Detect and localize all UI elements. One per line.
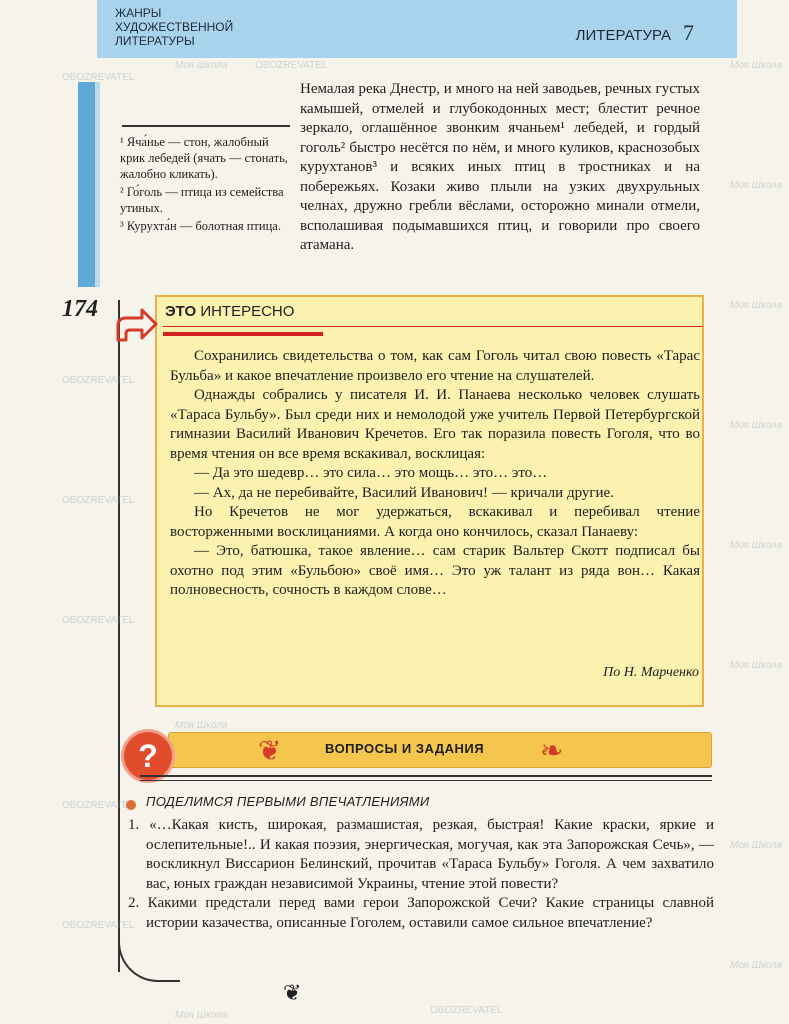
- subject-label: ЛИТЕРАТУРА: [575, 27, 671, 44]
- arrow-icon: [112, 300, 160, 348]
- interesting-paragraph: — Это, батюшка, такое явление… сам старик Вальтер Скотт подписал бы охотно под этим «Бульбою» своё имя… Это уж талант из ряда вон… Какая полновесность, сочность в каждом слове…: [170, 543, 700, 598]
- watermark: Моя Школа: [730, 300, 783, 311]
- footnote-3: ³ Курухта́н — болотная птица.: [120, 219, 281, 233]
- question-mark-icon: ?: [124, 732, 172, 780]
- questions-list: [128, 816, 714, 933]
- interesting-paragraph: — Ах, да не перебивайте, Василий Иванович! — кричали другие.: [194, 484, 614, 501]
- watermark: OBOZREVATEL: [430, 1005, 503, 1016]
- footer-ornament-icon: ❦: [283, 980, 302, 1005]
- section-title: ЖАНРЫ ХУДОЖЕСТВЕННОЙ ЛИТЕРАТУРЫ: [115, 6, 234, 48]
- watermark: Моя Школа: [730, 180, 783, 191]
- interesting-paragraph: — Да это шедевр… это сила… это мощь… это… это…: [194, 465, 548, 481]
- watermark: Моя Школа: [730, 840, 783, 851]
- watermark: OBOZREVATEL: [62, 920, 135, 931]
- left-color-strip-light: [95, 82, 100, 287]
- ornament-right-icon: ❧: [540, 736, 564, 767]
- question-item: 2. Какими предстали перед вами герои Запорожской Сечи? Какие страницы славной истории казачества, описанные Гоголем, оставили самое сильное впечатление?: [128, 895, 714, 931]
- interesting-paragraph: Сохранились свидетельства о том, как сам Гоголь читал свою повесть «Тарас Бульба» и какое впечатление произвело его чтение на слушателей.: [170, 348, 700, 384]
- interesting-text: [170, 347, 700, 601]
- interesting-accent-bar: [163, 332, 323, 336]
- questions-title: ВОПРОСЫ И ЗАДАНИЯ: [325, 741, 485, 756]
- interesting-title: ЭТО ИНТЕРЕСНО: [165, 303, 295, 320]
- main-text: Немалая река Днестр, и много на ней заводьев, речных густых камышей, отмелей и глубокодонных мест; блестит речное зеркало, оглашённое звонким ячаньем¹ лебедей, и гордый гоголь² быстро несётся по нём, и много куликов, краснозобых курухтанов³ и всяких иных птиц в тростниках и на побережьях. Козаки живо плыли на узких двухрульных челнах, дружно гребли вёслами, осторожно минали отмели, всполашивая подымавшихся птиц, и говорили про своего атамана.: [300, 81, 700, 253]
- watermark: Моя Школа: [175, 720, 228, 731]
- questions-subtitle: ПОДЕЛИМСЯ ПЕРВЫМИ ВПЕЧАТЛЕНИЯМИ: [146, 794, 430, 809]
- watermark: Моя Школа: [730, 960, 783, 971]
- watermark: Моя Школа: [730, 420, 783, 431]
- margin-rule: [118, 300, 120, 972]
- margin-curve: [118, 930, 180, 982]
- footnote-2: ² Го́голь — птица из семейства утиных.: [120, 185, 284, 215]
- watermark: OBOZREVATEL: [62, 615, 135, 626]
- page-number: 174: [62, 296, 98, 322]
- watermark: OBOZREVATEL: [62, 72, 135, 83]
- question-item: 1. «…Какая кисть, широкая, размашистая, резкая, быстрая! Какие краски, яркие и ослепительные!.. И какая поэзия, энергическая, могучая, как эта Запорожская Сечь», — воскликнул Виссарион Белинский, прочитав «Тараса Бульбу» Гоголя. А чем захватило вас, юных граждан независимой Украины, чтение этой повести?: [128, 817, 714, 892]
- watermark: OBOZREVATEL: [62, 495, 135, 506]
- interesting-author: По Н. Марченко: [603, 665, 699, 680]
- footnotes: [120, 134, 292, 236]
- watermark: OBOZREVATEL: [62, 800, 135, 811]
- interesting-paragraph: Но Кречетов не мог удержаться, вскакивал и перебивал чтение восторженными восклицаниями. А когда оно кончилось, сказал Панаеву:: [170, 504, 700, 540]
- questions-rule: [140, 775, 712, 781]
- left-color-strip: [78, 82, 95, 287]
- interesting-paragraph: Однажды собрались у писателя И. И. Панаева несколько человек слушать «Тараса Бульбу». Был среди них и немолодой уже учитель Первой Петербургской гимназии Василий Иванович Кречетов. Его так поразила повесть Гоголя, что во время чтения он все время вскакивал, восклицая:: [170, 387, 700, 462]
- grade-number: 7: [683, 20, 694, 45]
- ornament-left-icon: ❦: [258, 736, 282, 767]
- subject-header: [576, 20, 694, 46]
- watermark: Моя Школа: [175, 1010, 228, 1021]
- watermark: Моя Школа: [730, 60, 783, 71]
- watermark: Моя Школа: [730, 660, 783, 671]
- watermark: Моя Школа: [175, 60, 228, 71]
- watermark: Моя Школа: [730, 540, 783, 551]
- footnote-divider: [122, 125, 290, 127]
- footnote-1: ¹ Яча́нье — стон, жалобный крик лебедей (ячать — стонать, жалобно кликать).: [120, 135, 288, 181]
- watermark: OBOZREVATEL: [255, 60, 328, 71]
- interesting-rule: [163, 326, 703, 327]
- watermark: OBOZREVATEL: [62, 375, 135, 386]
